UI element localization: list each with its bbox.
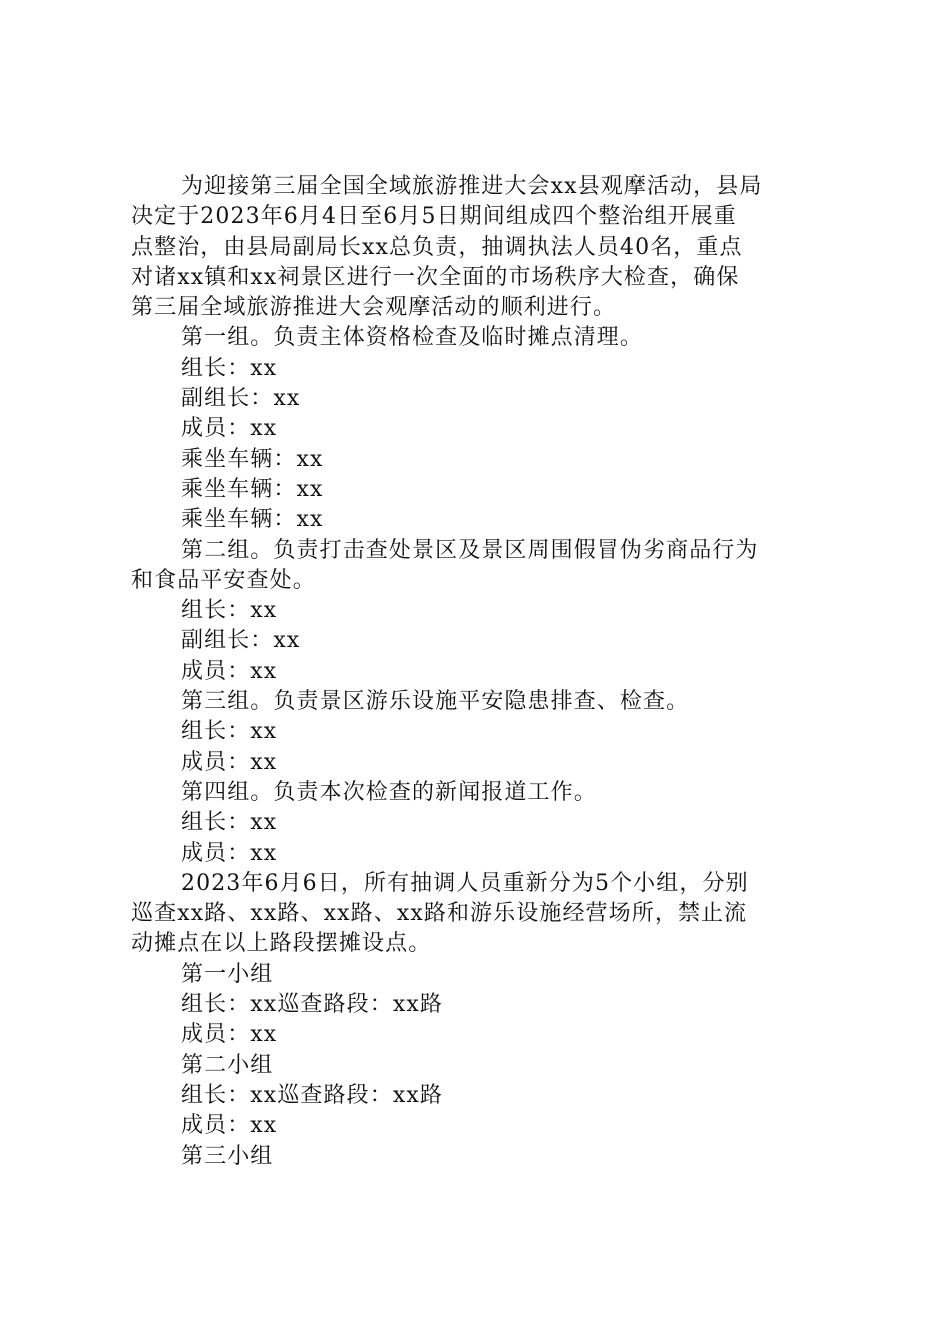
text-line: 动摊点在以上路段摆摊设点。 [131, 931, 432, 957]
text-line: 组长：xx巡查路段：xx路 [181, 1082, 443, 1108]
text-line: 组长：xx [181, 355, 278, 381]
text-line: 第二组。负责打击查处景区及景区周围假冒伪劣商品行为 [181, 537, 759, 563]
text-line: 成员：xx [181, 1022, 278, 1048]
text-line: 第四组。负责本次检查的新闻报道工作。 [181, 779, 597, 805]
text-line: 乘坐车辆：xx [181, 446, 324, 472]
text-line: 组长：xx [181, 719, 278, 745]
text-line: 对诸xx镇和xx祠景区进行一次全面的市场秩序大检查，确保 [131, 264, 740, 290]
text-line: 成员：xx [181, 840, 278, 866]
text-line: 第二小组 [181, 1052, 274, 1078]
text-line: 副组长：xx [181, 386, 301, 412]
text-line: 和食品平安查处。 [131, 567, 316, 593]
text-line: 组长：xx [181, 810, 278, 836]
document-body [131, 172, 821, 1172]
text-line: 第三小组 [181, 1143, 274, 1169]
text-line: 乘坐车辆：xx [181, 507, 324, 533]
text-line: 副组长：xx [181, 628, 301, 654]
text-line: 成员：xx [181, 1113, 278, 1139]
text-line: 第三届全域旅游推进大会观摩活动的顺利进行。 [131, 295, 617, 321]
text-line: 决定于2023年6月4日至6月5日期间组成四个整治组开展重 [131, 204, 737, 230]
text-line: 为迎接第三届全国全域旅游推进大会xx县观摩活动，县局 [181, 174, 763, 199]
text-line: 成员：xx [181, 749, 278, 775]
text-line: 乘坐车辆：xx [181, 476, 324, 502]
text-line: 点整治，由县局副局长xx总负责，抽调执法人员40名，重点 [131, 234, 743, 260]
text-line: 2023年6月6日，所有抽调人员重新分为5个小组，分别 [181, 870, 749, 896]
text-line: 组长：xx巡查路段：xx路 [181, 992, 443, 1018]
text-line: 第一组。负责主体资格检查及临时摊点清理。 [181, 325, 644, 351]
text-line: 第三组。负责景区游乐设施平安隐患排查、检查。 [181, 689, 690, 715]
text-line: 组长：xx [181, 598, 278, 624]
text-line: 第一小组 [181, 961, 274, 987]
text-line: 成员：xx [181, 658, 278, 684]
text-line: 成员：xx [181, 416, 278, 442]
text-line: 巡查xx路、xx路、xx路、xx路和游乐设施经营场所，禁止流 [131, 901, 748, 927]
